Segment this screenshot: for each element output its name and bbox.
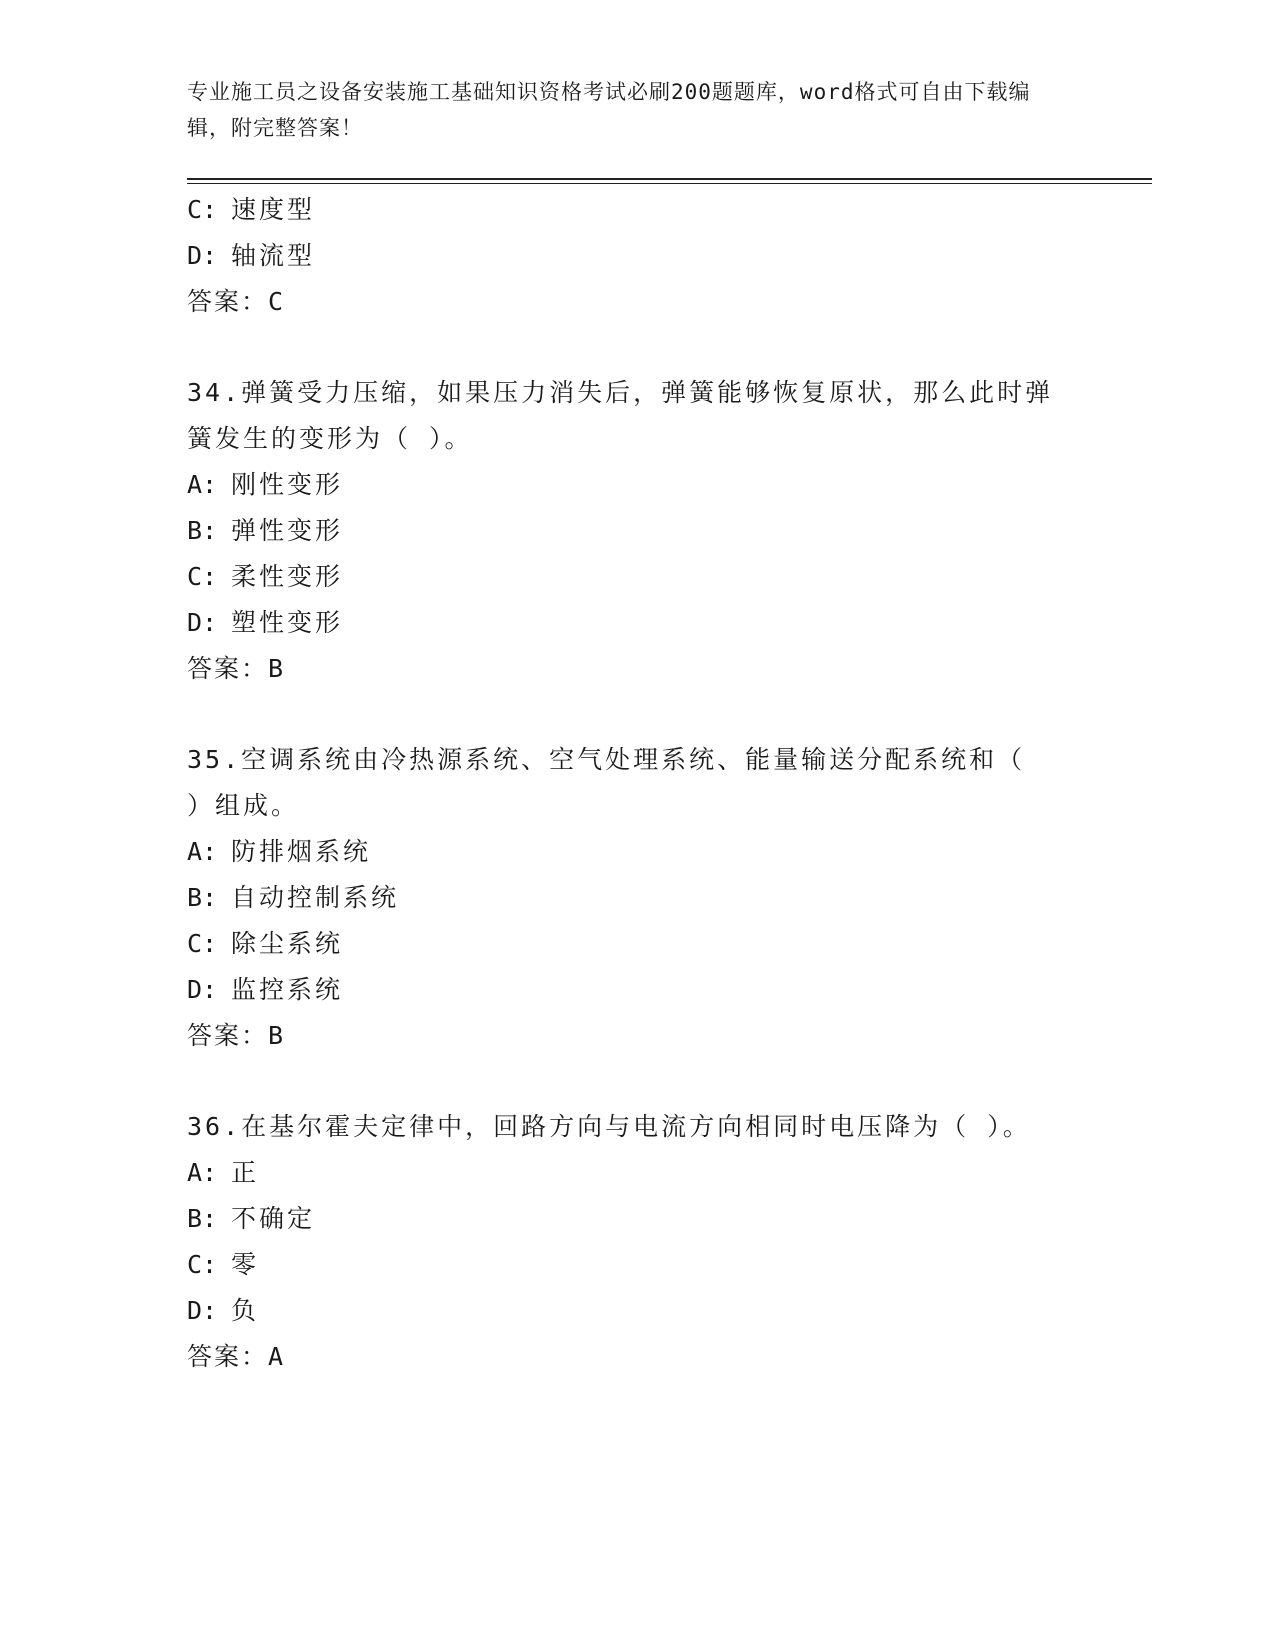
option-c xyxy=(187,1242,1087,1288)
option-text: 柔性变形 xyxy=(231,562,344,591)
option-a xyxy=(187,1150,1087,1196)
option-letter: D: xyxy=(187,975,218,1004)
option-letter: A: xyxy=(187,470,218,499)
option-letter: B: xyxy=(187,1204,218,1233)
option-letter: C: xyxy=(187,929,218,958)
option-b xyxy=(187,1196,1087,1242)
option-text: 自动控制系统 xyxy=(231,883,400,912)
option-c xyxy=(187,554,1087,600)
option-text: 除尘系统 xyxy=(231,929,344,958)
option-d xyxy=(187,1288,1087,1334)
option-letter: A: xyxy=(187,1158,218,1187)
option-letter: C: xyxy=(187,195,218,224)
option-text: 轴流型 xyxy=(231,241,316,270)
answer-line xyxy=(187,1013,1087,1059)
question-stem-line2: 簧发生的变形为（ ）。 xyxy=(187,424,473,453)
option-letter: D: xyxy=(187,1296,218,1325)
option-letter: D: xyxy=(187,608,218,637)
question-stem-line1: 35.空调系统由冷热源系统、空气处理系统、能量输送分配系统和（ xyxy=(187,745,1026,774)
option-letter: B: xyxy=(187,883,218,912)
question-block-34 xyxy=(187,370,1087,692)
answer-value: B xyxy=(268,1021,287,1050)
option-d xyxy=(187,967,1087,1013)
header-divider-thick xyxy=(187,178,1152,180)
question-stem-line1: 36.在基尔霍夫定律中，回路方向与电流方向相同时电压降为（ ）。 xyxy=(187,1112,1031,1141)
question-stem-line1: 34.弹簧受力压缩，如果压力消失后，弹簧能够恢复原状，那么此时弹 xyxy=(187,378,1054,407)
spacer xyxy=(187,325,1087,370)
spacer xyxy=(187,692,1087,737)
question-block-35 xyxy=(187,737,1087,1059)
option-text: 负 xyxy=(231,1296,260,1325)
answer-label: 答案： xyxy=(187,1021,269,1050)
header-divider-thin xyxy=(187,183,1152,184)
spacer xyxy=(187,1059,1087,1104)
answer-value: B xyxy=(268,654,287,683)
option-text: 监控系统 xyxy=(231,975,344,1004)
option-c xyxy=(187,921,1087,967)
question-block-36 xyxy=(187,1104,1087,1380)
question-block-33 xyxy=(187,187,1087,325)
option-text: 正 xyxy=(231,1158,260,1187)
option-b xyxy=(187,508,1087,554)
answer-value: A xyxy=(268,1342,287,1371)
question-stem-line2: ）组成。 xyxy=(187,791,300,820)
option-text: 不确定 xyxy=(231,1204,316,1233)
answer-line xyxy=(187,646,1087,692)
answer-label: 答案： xyxy=(187,287,269,316)
option-text: 零 xyxy=(231,1250,260,1279)
document-title: 专业施工员之设备安装施工基础知识资格考试必刷200题题库，word格式可自由下载编辑，附完整答案！ xyxy=(187,80,1031,140)
answer-line xyxy=(187,1334,1087,1380)
option-text: 速度型 xyxy=(231,195,316,224)
answer-line xyxy=(187,279,1087,325)
answer-value: C xyxy=(268,287,287,316)
option-b xyxy=(187,875,1087,921)
document-header xyxy=(187,74,1067,146)
answer-label: 答案： xyxy=(187,654,269,683)
option-letter: D: xyxy=(187,241,218,270)
option-d xyxy=(187,600,1087,646)
option-a xyxy=(187,829,1087,875)
option-letter: B: xyxy=(187,516,218,545)
option-text: 刚性变形 xyxy=(231,470,344,499)
option-letter: C: xyxy=(187,562,218,591)
option-letter: A: xyxy=(187,837,218,866)
option-letter: C: xyxy=(187,1250,218,1279)
option-c xyxy=(187,187,1087,233)
question-list xyxy=(187,187,1087,1380)
option-d xyxy=(187,233,1087,279)
option-text: 弹性变形 xyxy=(231,516,344,545)
option-a xyxy=(187,462,1087,508)
option-text: 防排烟系统 xyxy=(231,837,372,866)
option-text: 塑性变形 xyxy=(231,608,344,637)
answer-label: 答案： xyxy=(187,1342,269,1371)
